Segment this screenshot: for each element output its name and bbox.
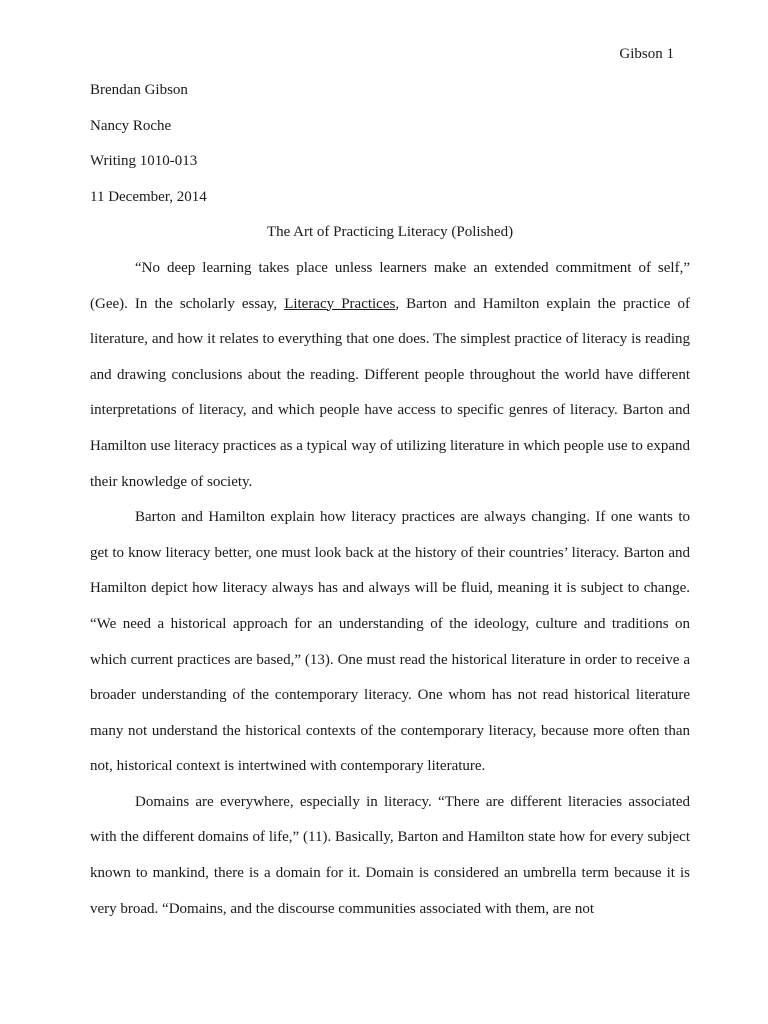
- instructor-name: Nancy Roche: [90, 117, 172, 134]
- document-body: [90, 73, 690, 927]
- paragraph-2: Barton and Hamilton explain how literacy practices are always changing. If one wants to get to know literacy better, one must look back at the history of their countries’ literacy. Barton and Hamilton depict how literacy always has and always will be fluid, meaning it is subject to change. “We need a historical approach for an understanding of the ideology, culture and traditions on which current practices are based,” (13). One must read the historical literature in order to receive a broader understanding of the contemporary literacy. One whom has not read historical literature many not understand the historical contexts of the contemporary literacy, because more often than not, historical context is intertwined with contemporary literature.: [90, 509, 690, 775]
- author-name: Brendan Gibson: [90, 82, 188, 98]
- course-name: Writing 1010-013: [90, 153, 198, 170]
- cited-work-title: Literacy Practices: [284, 295, 396, 312]
- essay-date: 11 December, 2014: [90, 188, 207, 205]
- paragraph-3: Domains are everywhere, especially in literacy. “There are different literacies associated with the different domains of life,” (11). Basically, Barton and Hamilton state how for every subject known to mankind, there is a domain for it. Domain is considered an umbrella term because it is very broad. “Domains, and the discourse communities associated with them, are not: [90, 793, 690, 917]
- essay-title: The Art of Practicing Literacy (Polished): [266, 224, 514, 241]
- paragraph-1-text-b: , Barton and Hamilton explain the practice of literature, and how it relates to everything that one does. The simplest practice of literacy is reading and drawing conclusions about the reading. Different people throughout the world have different interpretations of literacy, and which people have access to specific genres of literacy. Barton and Hamilton use literacy practices as a typical way of utilizing literature in which people use to expand their knowledge of society.: [90, 295, 690, 490]
- paragraph-1-text-a: “No deep learning takes place unless learners make an extended commitment of self,” (Gee). In the scholarly essay,: [90, 259, 690, 312]
- page-header-number: Gibson 1: [619, 46, 674, 62]
- paragraph-1: [90, 251, 690, 500]
